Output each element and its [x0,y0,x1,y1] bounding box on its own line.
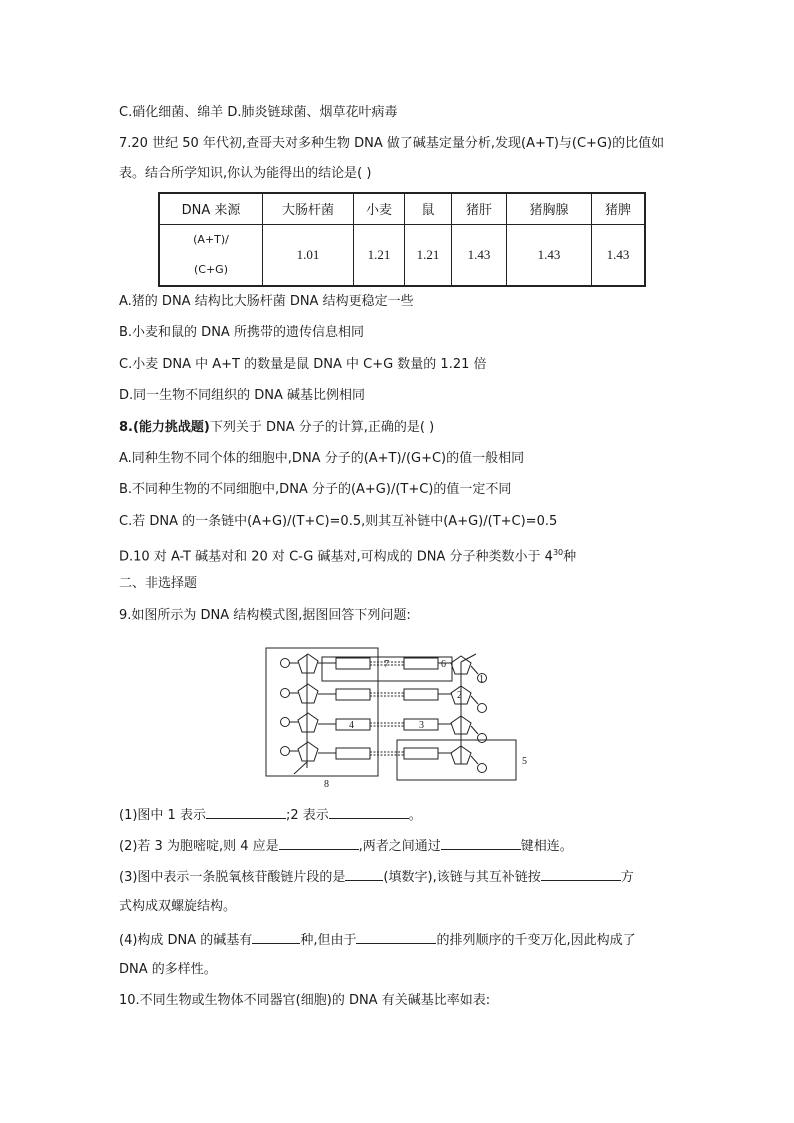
q7-option-d: D.同一生物不同组织的 DNA 碱基比例相同 [119,388,366,403]
answer-blank[interactable] [206,804,286,819]
label-4: 4 [349,720,354,731]
table-header-cell: 猪胸腺 [507,193,592,224]
deoxyribose [298,742,318,761]
q9-part1-text-b: ;2 表示 [285,808,329,823]
q8-stem-text: 下列关于 DNA 分子的计算,正确的是( ) [209,420,435,435]
base [336,748,370,759]
label-7: 7 [384,659,389,670]
q8-option-d-text: D.10 对 A-T 碱基对和 20 对 C-G 碱基对,可构成的 DNA 分子种类数小于 4 [119,549,553,565]
q7-stem-line2: 表。结合所学知识,你认为能得出的结论是( ) [119,166,372,181]
q9-part4-text: (4)构成 DNA 的碱基有 [119,933,253,948]
deoxyribose [298,713,318,732]
table-header-cell: 小麦 [354,193,405,224]
table-cell: 1.21 [405,224,452,286]
answer-blank[interactable] [356,929,436,944]
phosphate [478,704,487,713]
q7-table [158,192,646,287]
table-cell: 1.43 [507,224,592,286]
table-header-cell: 大肠杆菌 [263,193,354,224]
q8-number: 8. [119,420,133,435]
q9-part3 [119,866,634,888]
table-cell: 1.01 [263,224,354,286]
q9-part1 [119,804,422,826]
answer-blank[interactable] [541,866,621,881]
q7-option-a: A.猪的 DNA 结构比大肠杆菌 DNA 结构更稳定一些 [119,294,414,309]
answer-blank[interactable] [345,866,383,881]
left-backbone-end [294,762,307,774]
q8-stem [119,418,434,438]
row-label-line2: (C+G) [193,262,228,276]
label-6: 6 [441,659,446,670]
base [404,748,438,759]
label-2: 2 [457,690,462,701]
phosphate [281,747,290,756]
base [404,689,438,700]
q9-part4-cont: DNA 的多样性。 [119,962,217,977]
section-two-heading: 二、非选择题 [119,576,198,591]
table-cell: 1.21 [354,224,405,286]
box-5 [397,740,516,780]
q9-part3-cont: 式构成双螺旋结构。 [119,899,237,914]
q8-option-c: C.若 DNA 的一条链中(A+G)/(T+C)=0.5,则其互补链中(A+G)/(T+C)=0.5 [119,514,558,529]
label-1: 1 [479,674,484,685]
q9-part4-text-c: 的排列顺序的千变万化,因此构成了 [436,933,636,948]
q9-part1-text: (1)图中 1 表示 [119,808,206,823]
q8-tag: (能力挑战题) [132,420,210,435]
q7-option-c: C.小麦 DNA 中 A+T 的数量是鼠 DNA 中 C+G 数量的 1.21 倍 [119,357,487,372]
answer-blank[interactable] [279,835,359,850]
table-header-cell: 猪肝 [452,193,507,224]
table-header-cell: 猪脾 [592,193,646,224]
answer-blank[interactable] [441,835,521,850]
q9-part2 [119,835,573,857]
dna-structure-diagram [264,646,534,791]
q9-part4 [119,929,636,951]
q9-part4-text-b: 种,但由于 [300,933,357,948]
label-8: 8 [324,779,329,790]
q8-option-d-exponent: 30 [552,548,564,557]
table-row-label [159,224,263,286]
q8-option-a: A.同种生物不同个体的细胞中,DNA 分子的(A+T)/(G+C)的值一般相同 [119,451,525,466]
q8-option-d-suffix: 种 [563,549,577,565]
label-5: 5 [522,756,527,767]
answer-blank[interactable] [252,929,300,944]
nucleotide-rows [281,654,487,773]
q8-option-b: B.不同种生物的不同细胞中,DNA 分子的(A+G)/(T+C)的值一定不同 [119,482,512,497]
q9-part2-text-b: ,两者之间通过 [358,839,441,854]
q7-stem-line1: 7.20 世纪 50 年代初,查哥夫对多种生物 DNA 做了碱基定量分析,发现(A+T)与(C+G)的比值如 [119,136,665,151]
deoxyribose [298,654,318,673]
label-3: 3 [419,720,424,731]
phosphate [281,718,290,727]
base [404,658,438,669]
q6-options-cd: C.硝化细菌、绵羊 D.肺炎链球菌、烟草花叶病毒 [119,105,398,120]
table-cell: 1.43 [452,224,507,286]
q9-part1-text-c: 。 [408,808,422,823]
answer-blank[interactable] [329,804,409,819]
deoxyribose [298,684,318,703]
q8-option-d [119,543,576,567]
q9-stem: 9.如图所示为 DNA 结构模式图,据图回答下列问题: [119,608,411,623]
q9-part3-text-c: 方 [620,870,634,885]
phosphate [478,734,487,743]
q9-part3-text-b: (填数字),该链与其互补链按 [383,870,541,885]
q9-part2-text: (2)若 3 为胞嘧啶,则 4 应是 [119,839,279,854]
base [336,689,370,700]
q9-part2-text-c: 键相连。 [520,839,573,854]
phosphate [281,689,290,698]
q9-part3-text: (3)图中表示一条脱氧核苷酸链片段的是 [119,870,346,885]
table-cell: 1.43 [592,224,646,286]
phosphate [478,764,487,773]
table-header-cell: 鼠 [405,193,452,224]
row-label-line1: (A+T)/ [193,232,229,246]
phosphate [281,659,290,668]
base [336,658,370,669]
q7-option-b: B.小麦和鼠的 DNA 所携带的遗传信息相同 [119,325,364,340]
table-header-cell: DNA 来源 [159,193,263,224]
q10-stem: 10.不同生物或生物体不同器官(细胞)的 DNA 有关碱基比率如表: [119,993,491,1008]
